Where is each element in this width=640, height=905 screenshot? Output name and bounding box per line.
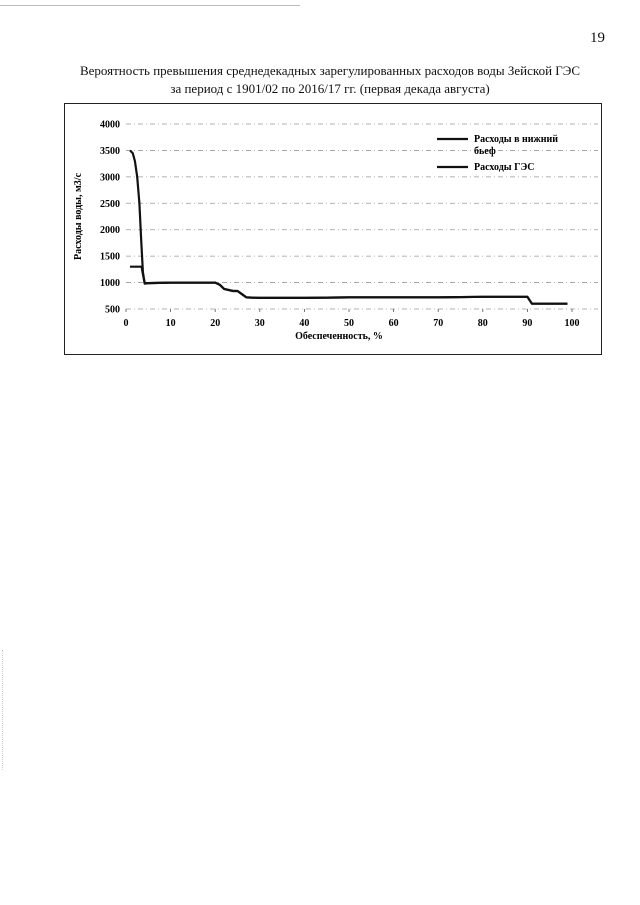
scan-edge-marks — [2, 650, 4, 770]
y-tick-label: 1000 — [100, 278, 120, 290]
y-tick-label: 3000 — [100, 172, 120, 184]
x-tick-label: 0 — [123, 318, 129, 329]
x-tick-label: 10 — [165, 318, 176, 329]
chart-title-line1: Вероятность превышения среднедекадных зарегулированных расходов воды Зейской ГЭС — [79, 63, 581, 78]
series-line-2 — [130, 267, 568, 304]
x-tick-label: 90 — [522, 318, 533, 329]
x-tick-label: 50 — [344, 318, 354, 329]
x-axis-label: Обеспеченность, % — [295, 331, 383, 342]
grid-layer — [126, 124, 598, 309]
x-tick-label: 80 — [477, 318, 488, 329]
legend-label-1: Расходы в нижний — [474, 134, 559, 145]
y-tick-label: 1500 — [100, 251, 120, 263]
x-tick-label: 40 — [299, 318, 310, 329]
legend-label-2: Расходы ГЭС — [474, 162, 535, 173]
x-tick-label: 100 — [564, 318, 580, 329]
chart-title-line2: за период с 1901/02 по 2016/17 гг. (первая декада августа) — [170, 81, 490, 96]
y-tick-label: 4000 — [100, 119, 120, 131]
legend-label-1: бьеф — [474, 146, 496, 157]
x-tick-label: 30 — [254, 318, 265, 329]
legend — [437, 134, 558, 173]
y-axis-label: Расходы воды, м3/с — [73, 172, 84, 261]
y-tick-label: 3500 — [100, 145, 120, 157]
page-number: 19 — [590, 30, 605, 46]
y-tick-label: 2000 — [100, 225, 120, 237]
y-tick-label: 500 — [105, 304, 120, 316]
x-tick-label: 20 — [210, 318, 221, 329]
x-tick-label: 70 — [433, 318, 444, 329]
x-tick-label: 60 — [388, 318, 399, 329]
series-layer — [130, 150, 568, 303]
series-line-1 — [130, 150, 568, 303]
y-tick-label: 2500 — [100, 198, 120, 210]
